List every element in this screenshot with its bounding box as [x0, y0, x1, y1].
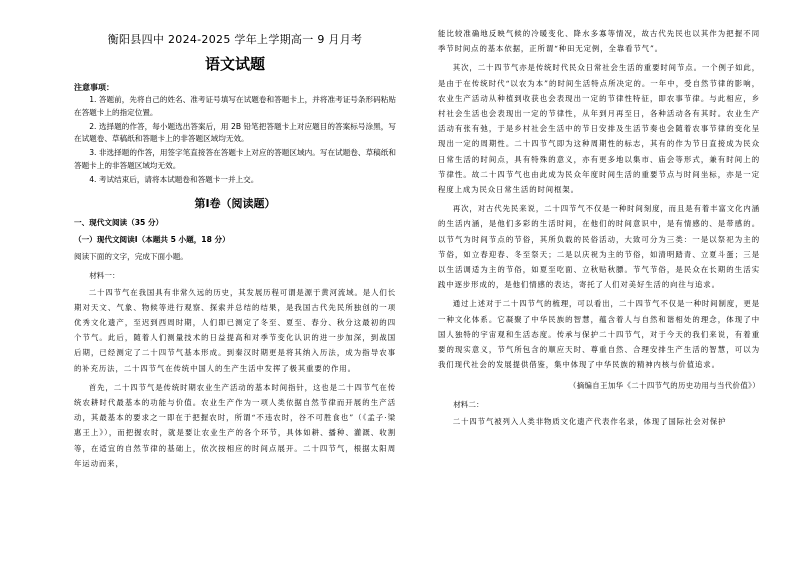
body-paragraph: 其次，二十四节气亦是传统时代民众日常社会生活的重要时间节点。一个例子如此，是由于在传统时代“以农为本”的时间生活特点所决定的。一年中，受自然节律的影响，农业生产活动从种植到收获也会表现出一定的节律性特征，即农事节律。与此相应，乡村社会生活也会表现出一定的节律性，从年到月再至日，各种活动各有其时。农业生产活动有张有弛，于是乡村社会生活中的节日安排及生活节奏也会随着农事节律的变化呈现出一定的周期性。二十四节气即为这种周期性的标志，其有的作为节日直接成为民众日常生活的时间点，具有特殊的意义，亦有更多地以集市、庙会等形式，兼有时间上的节律性。故二十四节气也由此成为民众年度时间生活的重要节点与时间坐标，亦是一定程度上成为民众日常生活的时间框架。	[438, 63, 760, 195]
source-citation: （摘编自王加华《二十四节气的历史功用与当代价值》）	[568, 381, 760, 391]
reading-instruction: 阅读下面的文字，完成下面小题。	[74, 251, 188, 261]
body-paragraph: 二十四节气被列入人类非物质文化遗产代表作名录，体现了国际社会对保护	[452, 417, 727, 427]
body-paragraph: 能比较准确地反映气候的冷暖变化、降水多寡等情况，故古代先民也以其作为把握不同季节时间点的基本依据，正所谓“种田无定例，全靠看节气”。	[438, 29, 760, 54]
material-two-label: 材料二：	[453, 400, 484, 410]
material-one-label: 材料一：	[89, 270, 120, 280]
body-paragraph: 再次，对古代先民来说，二十四节气不仅是一种时间刻度，而且是有着丰富文化内涵的生活内涵，是他们多彩的生活时间，在他们的时间意识中，是有情感的、是带感的。以节气为时间节点的节俗，其所负载的民俗活动，大致可分为三类：一是以祭祀为主的节俗，如立春迎春、冬至祭天；二是以庆祝为主的节俗，如清明踏青、立夏斗蛋；三是以生活调适为主的节俗，如夏至吃面、立秋贴秋膘。节气节俗，是民众在长期的生活实践中逐步形成的，是他们情感的表达，寄托了人们对美好生活的向往与追求。	[438, 204, 760, 290]
section-heading: 一、现代文阅读（35 分）	[74, 217, 164, 227]
notice-item: 2. 选择题的作答，每小题选出答案后，用 2B 铅笔把答题卡上对应题目的答案标号涂黑，写在试题卷、草稿纸和答题卡上的非答题区域均无效。	[74, 121, 396, 144]
subject-title: 语文试题	[204, 55, 265, 73]
notice-item: 1. 答题前，先将自己的姓名、准考证号填写在试题卷和答题卡上，并将准考证号条形码粘贴在答题卡上的指定位置。	[74, 95, 396, 117]
notice-item: 3. 非选择题的作答，用签字笔直接答在答题卡上对应的答题区域内。写在试题卷、草稿纸和答题卡上的非答题区域均无效。	[74, 148, 396, 170]
volume-title: 第Ⅰ卷（阅读题）	[194, 196, 276, 210]
exam-title: 衡阳县四中 2024-2025 学年上学期高一 9 月月考	[107, 33, 363, 46]
left-column	[74, 0, 396, 471]
body-paragraph: 二十四节气在我国具有非常久远的历史，其发展历程可谓是源于黄河流域。是人们长期对天文、气象、物候等进行观察、探索并总结的结果，是我国古代先民所独创的一项优秀文化遗产，至迟到西周时期，人们即已测定了冬至、夏至、春分、秋分这最初的四个节气。此后，随着人们测量技术的日益提高和对季节变化认识的进一步加深，到战国后期，已经测定了二十四节气基本形成。到秦汉时期更是将其纳入历法，成为指导农事的补充历法，二十四节气在传统中国人的生产生活中发挥了极其重要的作用。	[74, 287, 396, 373]
body-paragraph: 通过上述对于二十四节气的梳理，可以看出，二十四节气不仅是一种时间制度，更是一种文化体系。它凝聚了中华民族的智慧，蕴含着人与自然和谐相处的理念，体现了中国人独特的宇宙观和生活态度。传承与保护二十四节气，对于今天的我们来说，有着重要的现实意义，节气所包含的顺应天时、尊重自然、合理安排生产生活的智慧，可以为我们现代社会的发展提供借鉴，集中体现了中华民族的精神内核与价值追求。	[438, 299, 760, 370]
notice-heading: 注意事项：	[74, 83, 114, 92]
body-paragraph: 首先，二十四节气是传统时期农业生产活动的基本时间指针，这也是二十四节气在传统农耕时代最基本的功能与价值。农业生产作为一项人类依据自然节律而开展的生产活动，其最基本的要求之一即在于把握农时，所谓“不违农时，谷不可胜食也”（《孟子·梁惠王上》），而把握农时，就是要让农业生产的各个环节，具体如耕、播种、灌溉、收割等，在适宜的自然节律的基础上，依次按相应的时间点展开。二十四节气，根据太阳周年运动而来，	[74, 382, 396, 468]
right-column	[438, 0, 760, 430]
subsection-heading: （一）现代文阅读Ⅰ（本题共 5 小题，18 分）	[74, 234, 230, 244]
notice-item: 4. 考试结束后，请将本试题卷和答题卡一并上交。	[89, 174, 259, 184]
